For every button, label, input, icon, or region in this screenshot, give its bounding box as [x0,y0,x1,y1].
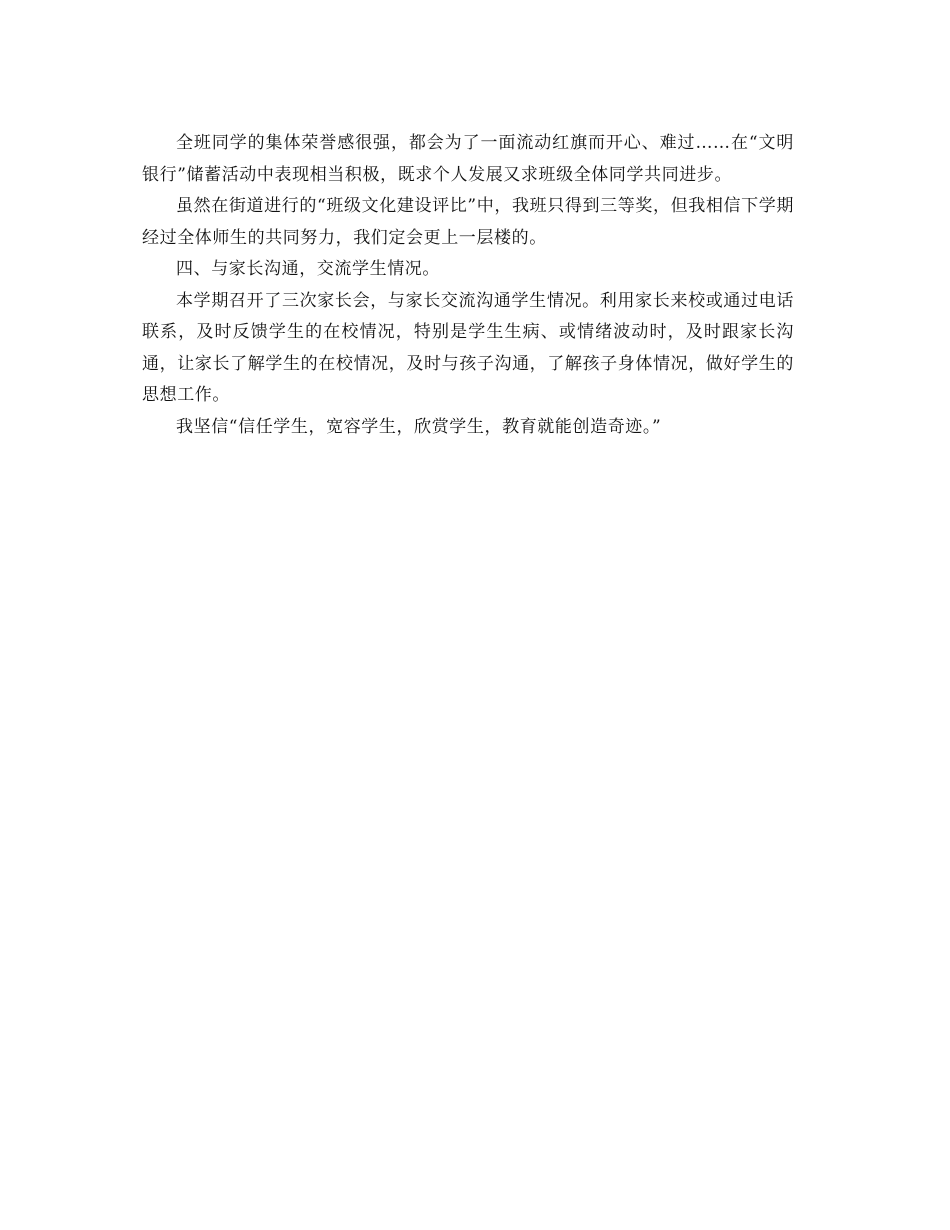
document-body [142,128,794,443]
paragraph-belief: 我坚信“信任学生，宽容学生，欣赏学生，教育就能创造奇迹。” [176,416,662,437]
paragraph-class-honor: 全班同学的集体荣誉感很强，都会为了一面流动红旗而开心、难过……在“文明银行”储蓄活动中表现相当积极，既求个人发展又求班级全体同学共同进步。 [142,133,794,185]
section-heading-parent-communication: 四、与家长沟通，交流学生情况。 [176,259,440,279]
paragraph-culture-contest: 虽然在街道进行的“班级文化建设评比”中，我班只得到三等奖，但我相信下学期经过全体师生的共同努力，我们定会更上一层楼的。 [142,196,794,248]
paragraph-parent-meetings: 本学期召开了三次家长会，与家长交流沟通学生情况。利用家长来校或通过电话联系，及时反馈学生的在校情况，特别是学生生病、或情绪波动时，及时跟家长沟通，让家长了解学生的在校情况，及时与孩子沟通，了解孩子身体情况，做好学生的思想工作。 [142,290,794,405]
